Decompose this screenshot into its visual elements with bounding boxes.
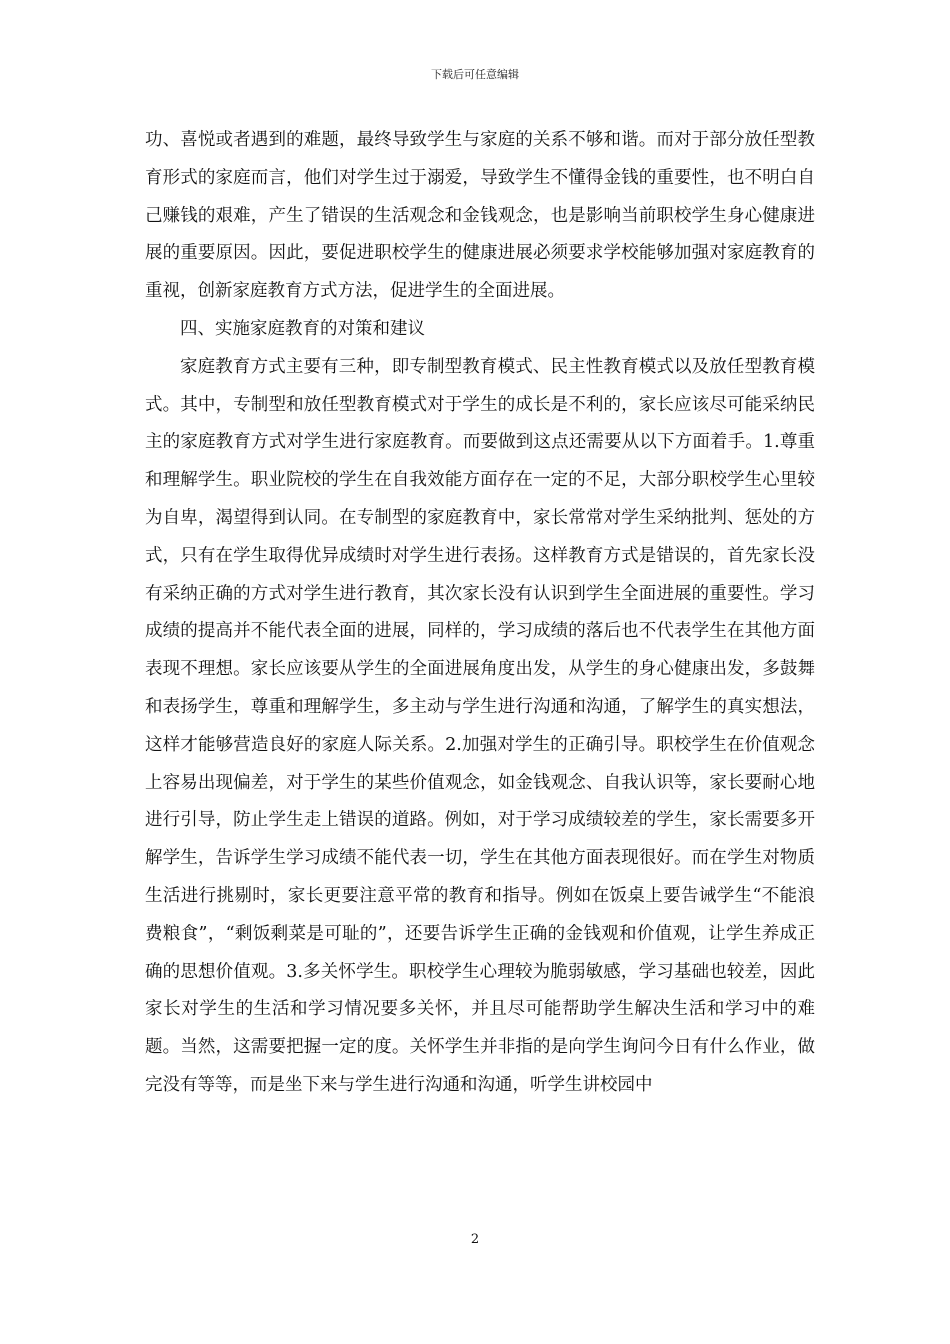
paragraph-continued: 功、喜悦或者遇到的难题，最终导致学生与家庭的关系不够和谐。而对于部分放任型教育形式的家庭而言，他们对学生过于溺爱，导致学生不懂得金钱的重要性，也不明白自己赚钱的艰难，产生了错误的生活观念和金钱观念，也是影响当前职校学生身心健康进展的重要原因。因此，要促进职校学生的健康进展必须要求学校能够加强对家庭教育的重视，创新家庭教育方式方法，促进学生的全面进展。 (145, 130, 815, 302)
page-body (145, 122, 815, 1105)
page-header: 下载后可任意编辑 (431, 68, 519, 81)
section-heading: 四、实施家庭教育的对策和建议 (180, 318, 425, 339)
paragraph-main: 家庭教育方式主要有三种，即专制型教育模式、民主性教育模式以及放任型教育模式。其中，专制型和放任型教育模式对于学生的成长是不利的，家长应该尽可能采纳民主的家庭教育方式对学生进行家庭教育。而要做到这点还需要从以下方面着手。1.尊重和理解学生。职业院校的学生在自我效能方面存在一定的不足，大部分职校学生心里较为自卑，渴望得到认同。在专制型的家庭教育中，家长常常对学生采纳批判、惩处的方式，只有在学生取得优异成绩时对学生进行表扬。这样教育方式是错误的，首先家长没有采纳正确的方式对学生进行教育，其次家长没有认识到学生全面进展的重要性。学习成绩的提高并不能代表全面的进展，同样的，学习成绩的落后也不代表学生在其他方面表现不理想。家长应该要从学生的全面进展角度出发，从学生的身心健康出发，多鼓舞和表扬学生，尊重和理解学生，多主动与学生进行沟通和沟通，了解学生的真实想法，这样才能够营造良好的家庭人际关系。2.加强对学生的正确引导。职校学生在价值观念上容易出现偏差，对于学生的某些价值观念，如金钱观念、自我认识等，家长要耐心地进行引导，防止学生走上错误的道路。例如，对于学习成绩较差的学生，家长需要多开解学生，告诉学生学习成绩不能代表一切，学生在其他方面表现很好。而在学生对物质生活进行挑剔时，家长更要注意平常的教育和指导。例如在饭桌上要告诫学生“不能浪费粮食”，“剩饭剩菜是可耻的”，还要告诉学生正确的金钱观和价值观，让学生养成正确的思想价值观。3.多关怀学生。职校学生心理较为脆弱敏感，学习基础也较差，因此家长对学生的生活和学习情况要多关怀，并且尽可能帮助学生解决生活和学习中的难题。当然，这需要把握一定的度。关怀学生并非指的是向学生询问今日有什么作业，做完没有等等，而是坐下来与学生进行沟通和沟通，听学生讲校园中 (145, 356, 815, 1095)
page-number: 2 (470, 1232, 480, 1247)
